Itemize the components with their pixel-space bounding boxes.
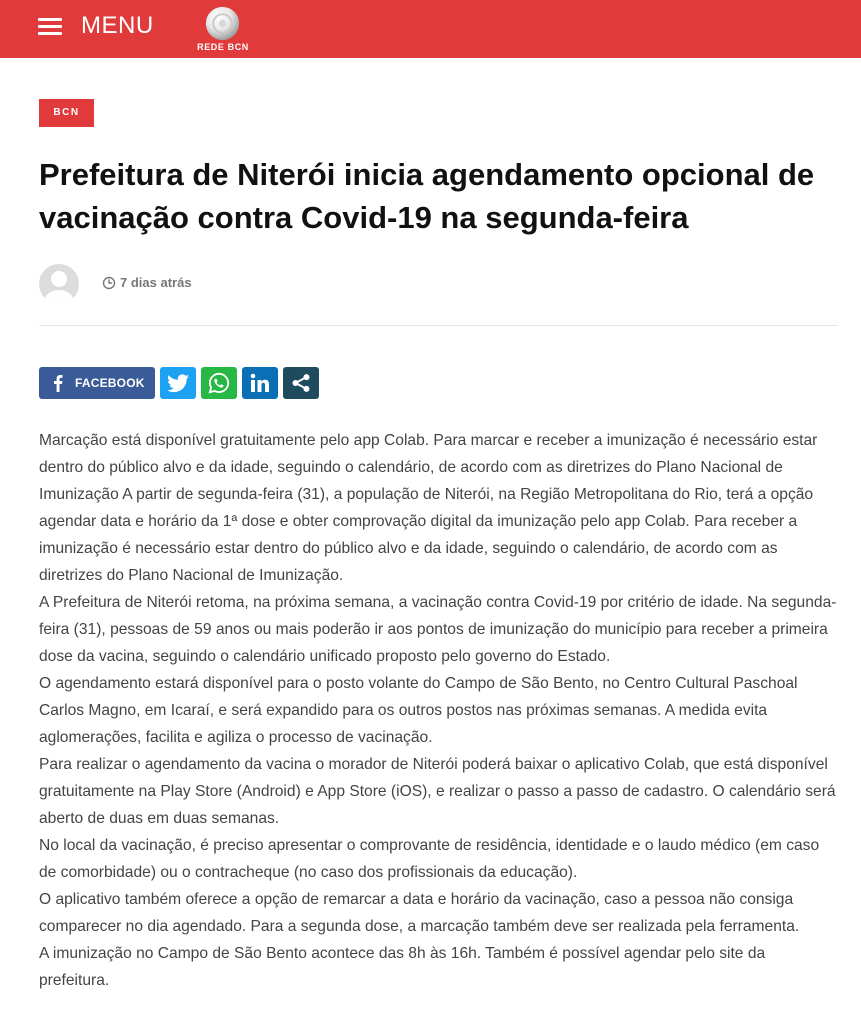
facebook-share-button[interactable] [39, 367, 155, 399]
article-paragraph: O aplicativo também oferece a opção de remarcar a data e horário da vacinação, caso a pessoa não consiga comparecer no dia agendado. Para a segunda dose, a marcação também deve ser realizada pela ferramenta. [39, 891, 800, 935]
article-paragraph: O agendamento estará disponível para o posto volante do Campo de São Bento, no Centro Cultural Paschoal Carlos Magno, em Icaraí, e será expandido para os outros postos nas próximas semanas. A medida evita aglomerações, facilita e agiliza o processo de vacinação. [39, 675, 798, 746]
site-logo[interactable] [188, 4, 258, 54]
article-paragraph: A Prefeitura de Niterói retoma, na próxima semana, a vacinação contra Covid-19 por critério de idade. Na segunda-feira (31), pessoas de 59 anos ou mais poderão ir aos pontos de imunização do município para receber a primeira dose da vacina, seguindo o calendário unificado proposto pelo governo do Estado. [39, 594, 837, 665]
facebook-share-label: FACEBOOK [75, 376, 145, 390]
top-navigation-bar [0, 0, 861, 58]
clock-icon [102, 276, 116, 290]
article-paragraph: Marcação está disponível gratuitamente pelo app Colab. Para marcar e receber a imunização é necessário estar dentro do público alvo e da idade, seguindo o calendário, de acordo com as diretrizes do Plano Nacional de Imunização A partir de segunda-feira (31), a população de Niterói, na Região Metropolitana do Rio, terá a opção agendar data e horário da 1ª dose e obter comprovação digital da imunização pelo app Colab. Para receber a imunização é necessário estar dentro do público alvo e da idade, seguindo o calendário, de acordo com as diretrizes do Plano Nacional de Imunização. [39, 432, 818, 584]
logo-disc-icon [204, 5, 241, 42]
article-paragraph: No local da vacinação, é preciso apresentar o comprovante de residência, identidade e o laudo médico (em caso de comorbidade) ou o contracheque (no caso dos profissionais da educação). [39, 837, 820, 881]
linkedin-share-button[interactable] [242, 367, 278, 399]
linkedin-icon [250, 373, 270, 393]
category-tag[interactable]: BCN [39, 99, 94, 127]
facebook-icon [53, 374, 63, 392]
share-icon [291, 373, 311, 393]
article-paragraph: Para realizar o agendamento da vacina o morador de Niterói poderá baixar o aplicativo Colab, que está disponível gratuitamente na Play Store (Android) e App Store (iOS), e realizar o passo a passo de cadastro. O calendário será aberto de duas em duas semanas. [39, 756, 836, 827]
post-date: 7 dias atrás [120, 275, 192, 290]
more-share-button[interactable] [283, 367, 319, 399]
menu-button[interactable] [38, 14, 154, 38]
share-buttons [39, 367, 319, 399]
author-avatar[interactable] [39, 264, 79, 304]
logo-text: REDE BCN [197, 42, 249, 52]
whatsapp-share-button[interactable] [201, 367, 237, 399]
article-body [39, 427, 839, 994]
post-meta [102, 275, 192, 290]
article-paragraph: A imunização no Campo de São Bento acontece das 8h às 16h. Também é possível agendar pelo site da prefeitura. [39, 945, 766, 989]
article-title: Prefeitura de Niterói inicia agendamento opcional de vacinação contra Covid-19 na segunda-feira [39, 157, 815, 235]
twitter-icon [167, 374, 189, 393]
twitter-share-button[interactable] [160, 367, 196, 399]
hamburger-icon [38, 15, 62, 37]
divider [39, 325, 838, 326]
menu-label: MENU [81, 12, 154, 39]
whatsapp-icon [208, 372, 230, 394]
